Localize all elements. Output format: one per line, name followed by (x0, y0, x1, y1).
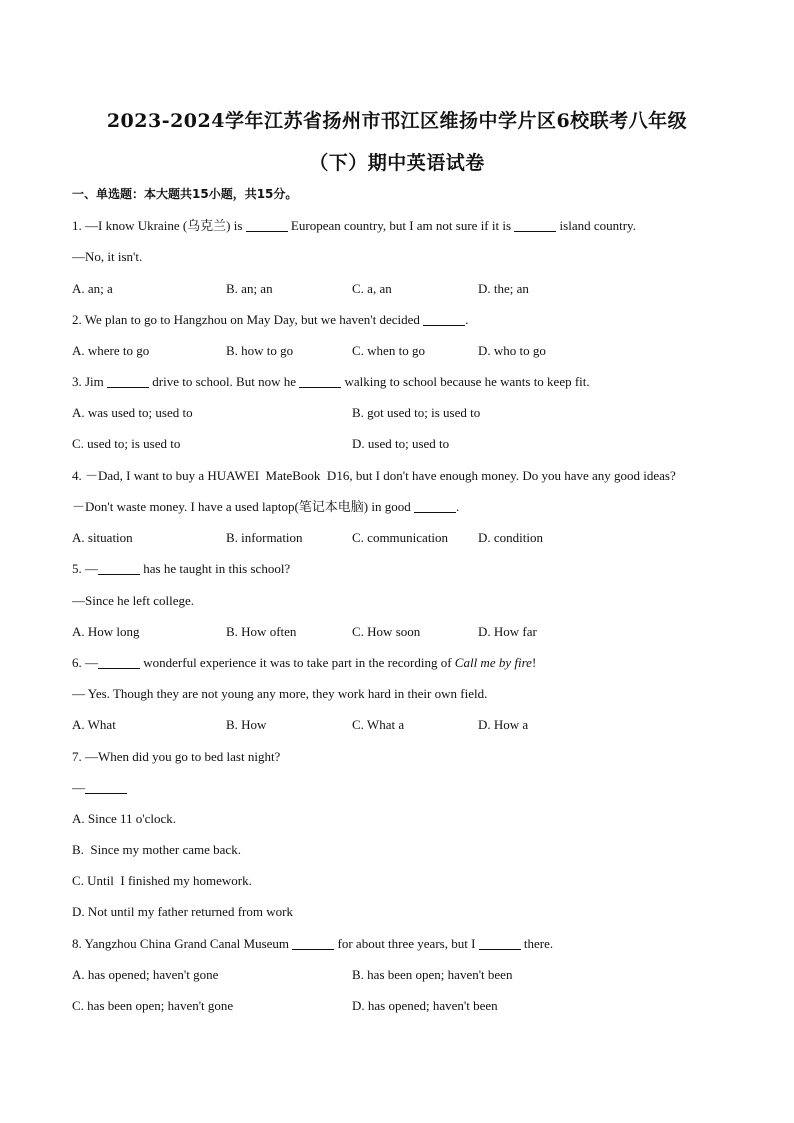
question-1 (72, 218, 636, 234)
q6-text-a: 6. — (72, 655, 98, 670)
q3-text-a: 3. Jim (72, 374, 108, 389)
q4-option-d: D. condition (478, 530, 543, 545)
q8-option-b: B. has been open; haven't been (352, 967, 513, 982)
q1-option-a: A. an; a (72, 281, 113, 296)
question-3 (72, 374, 590, 390)
q6-option-d: D. How a (478, 717, 529, 732)
q3-option-d: D. used to; used to (352, 436, 450, 451)
answer-blank (85, 781, 127, 794)
answer-blank (246, 219, 288, 232)
q2-option-a: A. where to go (72, 343, 150, 358)
q6-reply: — Yes. Though they are not young any more, they work hard in their own field. (72, 686, 488, 701)
q4-reply-text-a: －Don't waste money. I have a used laptop(笔记本电脑) in good (72, 499, 414, 514)
q4-option-a: A. situation (72, 530, 133, 545)
q1-text-a: 1. —I know Ukraine (乌克兰) is (72, 218, 246, 233)
q3-text-b: drive to school. But now he (149, 374, 300, 389)
q4-option-b: B. information (226, 530, 303, 545)
q5-option-c: C. How soon (352, 624, 421, 639)
q2-option-b: B. how to go (226, 343, 294, 358)
q8-text-c: there. (520, 936, 554, 951)
q2-text-a: 2. We plan to go to Hangzhou on May Day, but we haven't decided (72, 312, 424, 327)
q3-option-b: B. got used to; is used to (352, 405, 481, 420)
q1-text-c: island country. (556, 218, 636, 233)
q1-option-c: C. a, an (352, 281, 392, 296)
answer-blank (414, 500, 456, 513)
answer-blank (479, 937, 521, 950)
q6-option-b: B. How (226, 717, 267, 732)
q1-reply: —No, it isn't. (72, 249, 143, 264)
answer-blank (98, 656, 140, 669)
section-heading: 一、单选题：本大题共15小题，共15分。 (72, 187, 298, 201)
q5-option-b: B. How often (226, 624, 297, 639)
q7-reply (72, 780, 127, 796)
question-5 (72, 561, 290, 577)
q8-option-d: D. has opened; haven't been (352, 998, 498, 1013)
q7-option-d: D. Not until my father returned from work (72, 904, 293, 919)
q4-reply-text-b: . (455, 499, 460, 514)
answer-blank (299, 375, 341, 388)
q7-option-b: B. Since my mother came back. (72, 842, 241, 857)
answer-blank (107, 375, 149, 388)
q5-option-d: D. How far (478, 624, 537, 639)
q4-reply (72, 499, 459, 515)
q8-option-a: A. has opened; haven't gone (72, 967, 219, 982)
q7-option-a: A. Since 11 o'clock. (72, 811, 177, 826)
q5-reply: —Since he left college. (72, 593, 195, 608)
q6-song-title: Call me by fire (454, 655, 532, 670)
q4-option-c: C. communication (352, 530, 449, 545)
question-6 (72, 655, 536, 671)
exam-title-line1: 2023-2024学年江苏省扬州市邗江区维扬中学片区6校联考八年级 (106, 110, 688, 132)
answer-blank (98, 562, 140, 575)
q3-text-c: walking to school because he wants to keep fit. (341, 374, 590, 389)
q6-text-b: wonderful experience it was to take part in the recording of (140, 655, 455, 670)
question-7: 7. —When did you go to bed last night? (72, 749, 281, 764)
answer-blank (292, 937, 334, 950)
q7-reply-dash: — (72, 780, 85, 795)
q3-option-c: C. used to; is used to (72, 436, 181, 451)
question-8 (72, 936, 553, 952)
q1-option-d: D. the; an (478, 281, 529, 296)
q5-option-a: A. How long (72, 624, 140, 639)
q7-option-c: C. Until I finished my homework. (72, 873, 252, 888)
q6-text-c: ! (531, 655, 537, 670)
q8-text-a: 8. Yangzhou China Grand Canal Museum (72, 936, 293, 951)
q8-text-b: for about three years, but I (334, 936, 479, 951)
q1-option-b: B. an; an (226, 281, 273, 296)
q2-option-d: D. who to go (478, 343, 546, 358)
q5-text-b: has he taught in this school? (140, 561, 291, 576)
q3-option-a: A. was used to; used to (72, 405, 193, 420)
answer-blank (423, 313, 465, 326)
q8-option-c: C. has been open; haven't gone (72, 998, 234, 1013)
q1-text-b: European country, but I am not sure if it is (287, 218, 515, 233)
q2-text-b: . (465, 312, 469, 327)
exam-title-line2: （下）期中英语试卷 (309, 152, 485, 174)
q6-option-a: A. What (72, 717, 116, 732)
question-2 (72, 312, 468, 328)
q5-text-a: 5. — (72, 561, 98, 576)
q2-option-c: C. when to go (352, 343, 425, 358)
answer-blank (514, 219, 556, 232)
question-4: 4. －Dad, I want to buy a HUAWEI MateBook D16, but I don't have enough money. Do you have any good ideas? (72, 468, 676, 483)
q6-option-c: C. What a (352, 717, 405, 732)
